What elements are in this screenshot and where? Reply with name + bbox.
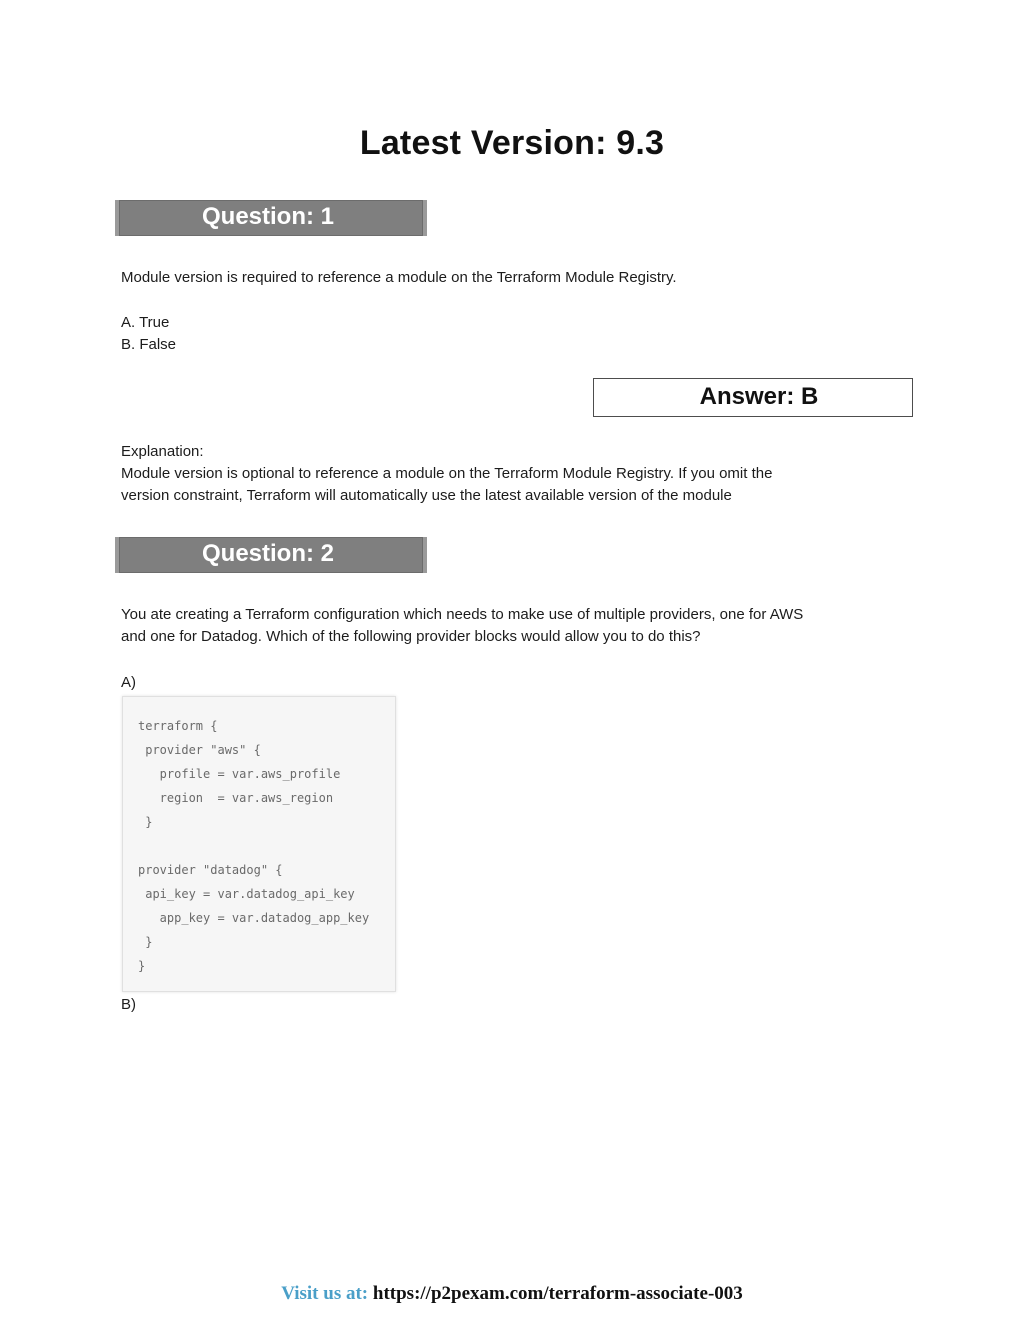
code-line: provider "datadog" { (138, 863, 283, 877)
question-2-label: Question: 2 (201, 540, 334, 567)
code-line: region = var.aws_region (138, 791, 334, 805)
option-a-code-image (122, 696, 396, 992)
explanation-label: Explanation: (121, 443, 204, 460)
explanation-line-2: version constraint, Terraform will automatically use the latest available version of the module (121, 487, 732, 504)
question-1-banner (115, 200, 427, 236)
code-line: api_key = var.datadog_api_key (138, 887, 355, 901)
code-line: terraform { (138, 719, 218, 733)
code-line: } (138, 935, 153, 949)
question-1-option-a: A. True (121, 314, 170, 331)
code-line: app_key = var.datadog_app_key (138, 911, 370, 925)
code-line: provider "aws" { (138, 743, 261, 757)
footer-url-link[interactable]: https://p2pexam.com/terraform-associate-003 (372, 1283, 743, 1304)
question-2-prompt-line-2: and one for Datadog. Which of the following provider blocks would allow you to do this? (121, 628, 701, 645)
option-b-label: B) (121, 996, 136, 1013)
explanation-line-1: Module version is optional to reference a module on the Terraform Module Registry. If you omit the (121, 465, 773, 482)
page-title: Latest Version: 9.3 (359, 124, 665, 162)
code-line: } (138, 959, 146, 973)
footer (0, 1283, 1024, 1305)
code-line: } (138, 815, 153, 829)
question-1-prompt: Module version is required to reference a module on the Terraform Module Registry. (121, 269, 677, 286)
code-line: profile = var.aws_profile (138, 767, 341, 781)
answer-box (593, 378, 913, 417)
footer-label: Visit us at: (281, 1283, 369, 1304)
question-2-banner (115, 537, 427, 573)
question-2-prompt-line-1: You ate creating a Terraform configuration which needs to make use of multiple providers, one for AWS (121, 606, 804, 623)
question-1-option-b: B. False (121, 336, 177, 353)
question-1-label: Question: 1 (201, 203, 334, 230)
option-a-label: A) (121, 674, 136, 691)
answer-label: Answer: B (699, 383, 819, 410)
